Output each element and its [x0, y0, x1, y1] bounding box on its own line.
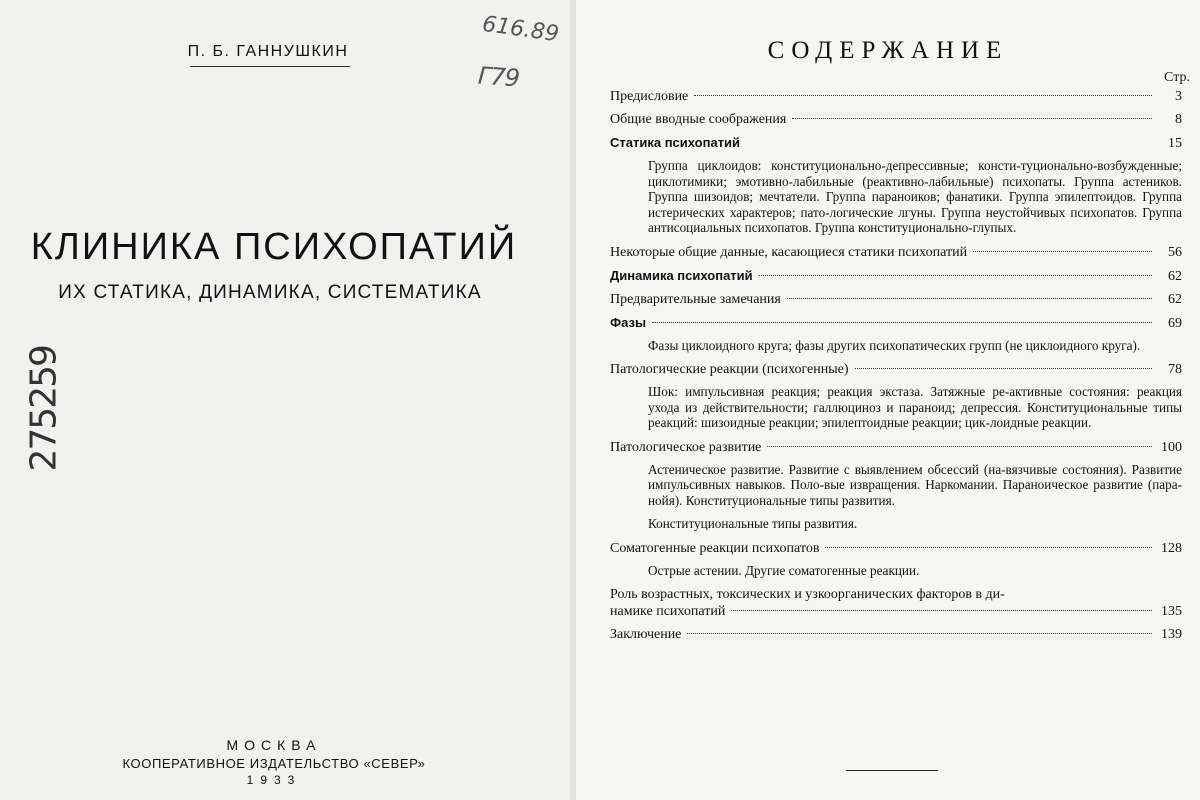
toc-entry-title: Патологические реакции (психогенные) — [610, 362, 849, 377]
toc-entry-page: 15 — [1168, 136, 1182, 151]
toc-subtopics: Шок: импульсивная реакция; реакция экстаза. Затяжные ре-активные состояния: реакция ухода из действительности; галлюциноз и параноид; депрессия. Конституциональные типы реакций: шизоидные реакции; эпилептоидные реакции; цик-лоидные реакции. — [648, 384, 1182, 430]
toc-entry-page: 69 — [1168, 315, 1182, 331]
toc-entry[interactable] — [610, 291, 1182, 308]
toc-subtopics: Фазы циклоидного круга; фазы других психопатических групп (не циклоидного круга). — [648, 337, 1141, 353]
toc-section-heading[interactable] — [610, 314, 1182, 332]
toc-entry-page: 128 — [1161, 540, 1182, 556]
author-name: П. Б. ГАННУШКИН — [187, 43, 349, 60]
toc-entry[interactable] — [610, 586, 1182, 620]
toc-entry-title: Предварительные замечания — [610, 291, 781, 307]
dot-leader — [825, 547, 1152, 548]
author-underline — [190, 66, 350, 67]
dot-leader — [973, 251, 1152, 252]
toc-entry-page: 135 — [1161, 604, 1182, 619]
dot-leader — [787, 298, 1152, 299]
dot-leader — [759, 275, 1152, 276]
toc-subtopics: Конституциональные типы развития. — [648, 516, 858, 531]
dot-leader — [767, 446, 1152, 447]
publisher-name: КООПЕРАТИВНОЕ ИЗДАТЕЛЬСТВО «СЕВЕР» — [122, 756, 426, 771]
book-subtitle: ИХ СТАТИКА, ДИНАМИКА, СИСТЕМАТИКА — [58, 282, 482, 303]
toc-entry-title: Динамика психопатий — [610, 267, 753, 283]
toc-subtopics: Группа циклоидов: конституционально-депрессивные; консти-туционально-возбужденные; циклотимики; эмотивно-лабильные (реактивно-лабильные) психопаты. Группа астеников. Группа шизоидов; мечтатели. Группа параноиков; фанатики. Группа эпилептоидов. Группа истерических характеров; пато-логические лгуны. Группа неустойчивых психопатов. Группа антисоциальных психопатов. Группа конституционально-глупых. — [648, 158, 1182, 235]
toc-entry-title: Роль возрастных, токсических и узкоорганических факторов в ди- — [610, 587, 1005, 602]
toc-entry-page: 139 — [1161, 627, 1182, 642]
toc-entry[interactable] — [610, 439, 1182, 456]
toc-entry-page: 3 — [1175, 89, 1182, 104]
toc-entry-title-cont: намике психопатий — [610, 604, 726, 619]
publication-city: МОСКВА — [226, 737, 322, 753]
handwritten-classification-code: 616.89 — [480, 11, 561, 48]
contents-heading: СОДЕРЖАНИЕ — [767, 37, 1009, 64]
title-page — [0, 0, 572, 800]
dot-leader — [731, 610, 1152, 611]
closing-rule — [846, 770, 938, 771]
toc-entry-title: Соматогенные реакции психопатов — [610, 540, 820, 556]
toc-entry-title: Заключение — [610, 627, 682, 642]
toc-entry-title: Патологическое развитие — [610, 439, 762, 455]
toc-section-heading[interactable] — [610, 267, 1182, 285]
contents-page — [576, 0, 1200, 800]
toc-entry-page: 8 — [1175, 112, 1182, 127]
dot-leader — [855, 368, 1153, 369]
handwritten-inventory-number: 275259 — [23, 346, 65, 472]
toc-entry-page: 62 — [1168, 268, 1182, 284]
toc-entry-page: 100 — [1161, 439, 1182, 455]
table-of-contents — [610, 88, 1182, 649]
publication-year: 1933 — [246, 773, 302, 787]
toc-section-heading[interactable] — [610, 134, 1182, 152]
toc-entry-page: 62 — [1168, 291, 1182, 307]
handwritten-author-mark: Г79 — [477, 61, 520, 93]
book-title: КЛИНИКА ПСИХОПАТИЙ — [30, 226, 518, 268]
toc-subtopics: Острые астении. Другие соматогенные реакции. — [648, 562, 920, 578]
toc-entry[interactable] — [610, 540, 1182, 557]
toc-entry-continuation — [610, 603, 1182, 620]
toc-entry-page: 56 — [1168, 244, 1182, 260]
dot-leader — [687, 633, 1152, 634]
toc-entry-title: Предисловие — [610, 89, 689, 104]
dot-leader — [792, 118, 1152, 119]
dot-leader — [694, 95, 1152, 96]
toc-entry[interactable] — [610, 244, 1182, 261]
toc-subtopics: Астеническое развитие. Развитие с выявлением обсессий (на-вязчивые состояния). Развитие импульсивных навыков. Поло-вые извращения. Наркомании. Параноическое развитие (пара-нойя). Конституциональные типы развития. — [648, 461, 1182, 508]
toc-entry[interactable] — [610, 361, 1182, 378]
toc-entry[interactable] — [610, 626, 1182, 643]
page-column-label: Стр. — [1164, 70, 1190, 85]
toc-entry-title: Статика психопатий — [610, 135, 741, 150]
toc-entry-title: Общие вводные соображения — [610, 112, 787, 127]
toc-entry[interactable] — [610, 111, 1182, 128]
dot-leader — [652, 322, 1152, 323]
toc-entry-title: Некоторые общие данные, касающиеся статики психопатий — [610, 244, 968, 260]
toc-entry[interactable] — [610, 88, 1182, 105]
toc-entry-page: 78 — [1168, 362, 1182, 377]
toc-entry-title: Фазы — [610, 314, 647, 330]
